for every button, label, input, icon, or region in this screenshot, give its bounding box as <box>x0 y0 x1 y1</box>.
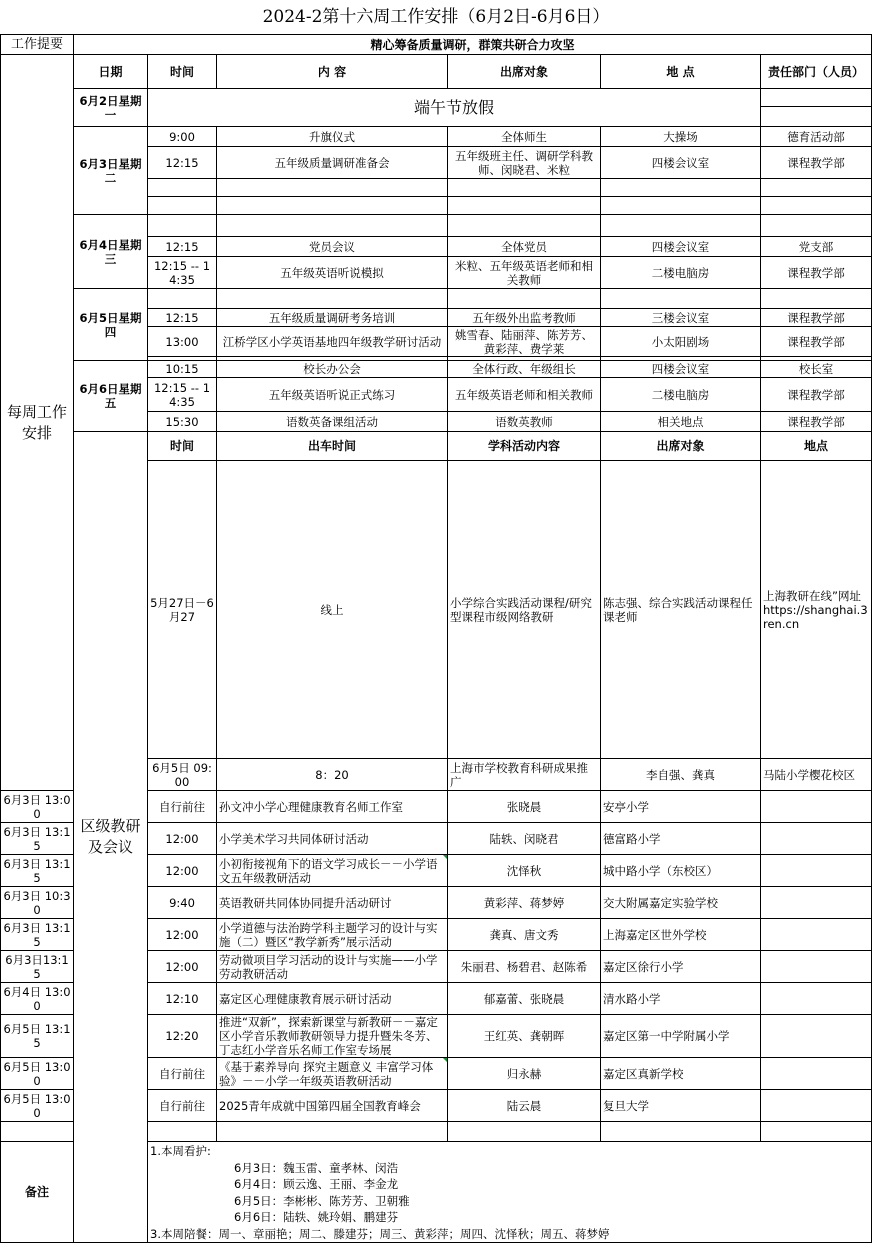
duty-line: 6月3日：魏玉雷、童孝林、闵浩 <box>234 1160 399 1175</box>
event-content: 校长办公会 <box>217 361 448 378</box>
activity-place: 德富路小学 <box>601 823 761 855</box>
notes-line3: 3.本周陪餐：周一、章丽艳；周二、滕建芬；周三、黄彩萍；周四、沈怿秋；周五、蒋梦婷 <box>150 1226 610 1241</box>
activity-attendees: 陆轶、闵晓君 <box>448 823 601 855</box>
day-date: 6月5日星期四 <box>74 289 148 361</box>
activity-time: 5月27日－6月27 <box>148 461 217 759</box>
district-side-label: 区级教研及会议 <box>74 432 148 1243</box>
event-dept: 课程教学部 <box>761 378 872 412</box>
district-header-attendees: 出席对象 <box>601 432 761 461</box>
activity-remark <box>761 791 872 823</box>
activity-content: 小学综合实践活动课程/研究型课程市级网络教研 <box>448 461 601 759</box>
activity-content: 《基于素养导向 探究主题意义 丰富学习体验》－－小学一年级英语教研活动 <box>217 1058 448 1090</box>
activity-place: 嘉定区第一中学附属小学 <box>601 1015 761 1058</box>
activity-content: 劳动微项目学习活动的设计与实施——小学劳动教研活动 <box>217 951 448 983</box>
duty-line: 6月5日：李彬彬、陈芳芳、卫朝雅 <box>234 1193 410 1208</box>
activity-content: 小学美术学习共同体研讨活动 <box>217 823 448 855</box>
page-title: 2024-2第十六周工作安排（6月2日-6月6日） <box>262 7 610 27</box>
holiday-text: 端午节放假 <box>148 89 761 127</box>
activity-departure: 8：20 <box>217 759 448 791</box>
activity-departure: 自行前往 <box>148 1090 217 1122</box>
activity-place: 复旦大学 <box>601 1090 761 1122</box>
activity-time: 6月5日 09:00 <box>148 759 217 791</box>
summary-label: 工作提要 <box>1 35 74 55</box>
event-content: 五年级英语听说模拟 <box>217 257 448 289</box>
activity-attendees: 朱丽君、杨碧君、赵陈希 <box>448 951 601 983</box>
activity-time: 6月4日 13:00 <box>1 983 74 1015</box>
activity-remark <box>761 983 872 1015</box>
event-attendees: 姚雪春、陆丽萍、陈芳芳、黄彩萍、费学莱 <box>448 327 601 357</box>
event-content: 语数英备课组活动 <box>217 412 448 432</box>
event-attendees: 五年级外出监考教师 <box>448 309 601 327</box>
activity-attendees: 张晓晨 <box>448 791 601 823</box>
day-date: 6月6日星期五 <box>74 361 148 432</box>
activity-departure: 12:00 <box>148 823 217 855</box>
event-time: 15:30 <box>148 412 217 432</box>
summary-text: 精心筹备质量调研，群策共研合力攻坚 <box>74 35 872 55</box>
day-date: 6月3日星期二 <box>74 127 148 215</box>
event-attendees: 五年级班主任、调研学科教师、闵晓君、米粒 <box>448 147 601 179</box>
event-place: 三楼会议室 <box>601 309 761 327</box>
activity-attendees: 陈志强、综合实践活动课程任课老师 <box>601 461 761 759</box>
activity-place: 马陆小学樱花校区 <box>761 759 872 791</box>
activity-time: 6月5日 13:15 <box>1 1015 74 1058</box>
activity-content: 嘉定区心理健康教育展示研讨活动 <box>217 983 448 1015</box>
event-place: 四楼会议室 <box>601 237 761 257</box>
event-time: 12:15 -- 14:35 <box>148 257 217 289</box>
activity-departure: 自行前往 <box>148 791 217 823</box>
activity-place: 交大附属嘉定实验学校 <box>601 887 761 919</box>
event-time: 13:00 <box>148 327 217 357</box>
event-attendees: 语数英教师 <box>448 412 601 432</box>
activity-time: 6月5日 13:00 <box>1 1058 74 1090</box>
event-time: 9:00 <box>148 127 217 147</box>
activity-attendees: 龚真、唐文秀 <box>448 919 601 951</box>
event-place: 四楼会议室 <box>601 147 761 179</box>
event-dept: 德育活动部 <box>761 127 872 147</box>
activity-departure: 12:00 <box>148 855 217 887</box>
event-place: 大操场 <box>601 127 761 147</box>
notes-label: 备注 <box>1 1142 74 1243</box>
event-dept: 课程教学部 <box>761 147 872 179</box>
event-place: 二楼电脑房 <box>601 378 761 412</box>
activity-remark <box>761 887 872 919</box>
schedule-table <box>0 34 872 1243</box>
activity-content: 推进“双新”，探索新课堂与新教研－－嘉定区小学音乐教师教研领导力提升暨朱冬芳、丁志红小学音乐名师工作室专场展 <box>217 1015 448 1058</box>
event-content: 五年级质量调研准备会 <box>217 147 448 179</box>
activity-remark <box>761 1058 872 1090</box>
activity-time: 6月3日 13:15 <box>1 823 74 855</box>
activity-content: 2025青年成就中国第四届全国教育峰会 <box>217 1090 448 1122</box>
notes-body <box>148 1142 872 1243</box>
weekly-header-attendees: 出席对象 <box>448 55 601 89</box>
duty-line: 6月6日：陆轶、姚玲娟、鹏建芬 <box>234 1210 399 1224</box>
weekly-header-content: 内 容 <box>217 55 448 89</box>
activity-time: 6月3日 13:15 <box>1 855 74 887</box>
district-header-place: 地点 <box>761 432 872 461</box>
activity-departure: 线上 <box>217 461 448 759</box>
activity-attendees: 沈怿秋 <box>448 855 601 887</box>
activity-content: 小学道德与法治跨学科主题学习的设计与实施（二）暨区“教学新秀”展示活动 <box>217 919 448 951</box>
activity-time: 6月3日 10:30 <box>1 887 74 919</box>
activity-remark <box>761 951 872 983</box>
activity-time: 6月3日13:15 <box>1 951 74 983</box>
event-time: 10:15 <box>148 361 217 378</box>
event-attendees: 五年级英语老师和相关教师 <box>448 378 601 412</box>
activity-departure: 自行前往 <box>148 1058 217 1090</box>
event-time: 12:15 -- 14:35 <box>148 378 217 412</box>
weekly-header-dept: 责任部门（人员） <box>761 55 872 89</box>
activity-time: 6月5日 13:00 <box>1 1090 74 1122</box>
activity-content: 上海市学校教育科研成果推广 <box>448 759 601 791</box>
event-time: 12:15 <box>148 309 217 327</box>
notes-line1: 1.本周看护: <box>150 1144 211 1158</box>
weekly-header-date: 日期 <box>74 55 148 89</box>
activity-departure: 12:10 <box>148 983 217 1015</box>
weekly-header-time: 时间 <box>148 55 217 89</box>
event-content: 升旗仪式 <box>217 127 448 147</box>
activity-time: 6月3日 13:15 <box>1 919 74 951</box>
event-place: 小太阳剧场 <box>601 327 761 357</box>
weekly-side-label: 每周工作安排 <box>1 55 74 791</box>
event-attendees: 米粒、五年级英语老师和相关教师 <box>448 257 601 289</box>
event-content: 江桥学区小学英语基地四年级教学研讨活动 <box>217 327 448 357</box>
activity-remark <box>761 855 872 887</box>
event-dept: 校长室 <box>761 361 872 378</box>
activity-remark <box>761 823 872 855</box>
district-header-time: 时间 <box>148 432 217 461</box>
activity-remark <box>761 1090 872 1122</box>
activity-attendees: 黄彩萍、蒋梦婷 <box>448 887 601 919</box>
event-dept: 课程教学部 <box>761 257 872 289</box>
activity-place: 嘉定区徐行小学 <box>601 951 761 983</box>
event-dept: 课程教学部 <box>761 327 872 357</box>
district-header-departure: 出车时间 <box>217 432 448 461</box>
activity-place: 上海嘉定区世外学校 <box>601 919 761 951</box>
event-content: 五年级质量调研考务培训 <box>217 309 448 327</box>
event-time: 12:15 <box>148 237 217 257</box>
activity-content: 英语教研共同体协同提升活动研讨 <box>217 887 448 919</box>
event-dept: 课程教学部 <box>761 309 872 327</box>
day-date: 6月4日星期三 <box>74 215 148 289</box>
activity-place: 嘉定区真新学校 <box>601 1058 761 1090</box>
weekly-header-place: 地 点 <box>601 55 761 89</box>
event-attendees: 全体党员 <box>448 237 601 257</box>
activity-attendees: 郁嘉蕾、张晓晨 <box>448 983 601 1015</box>
activity-content: 孙文冲小学心理健康教育名师工作室 <box>217 791 448 823</box>
activity-departure: 12:00 <box>148 951 217 983</box>
event-dept: 党支部 <box>761 237 872 257</box>
activity-attendees: 归永赫 <box>448 1058 601 1090</box>
event-place: 四楼会议室 <box>601 361 761 378</box>
duty-line: 6月4日：顾云逸、王丽、李金龙 <box>234 1177 399 1191</box>
event-place: 相关地点 <box>601 412 761 432</box>
activity-attendees: 王红英、龚朝晖 <box>448 1015 601 1058</box>
day-date: 6月2日星期一 <box>74 89 148 127</box>
activity-place: 上海教研在线”网址 https://shanghai.3ren.cn <box>761 461 872 759</box>
activity-place: 安亭小学 <box>601 791 761 823</box>
activity-departure: 12:00 <box>148 919 217 951</box>
event-dept: 课程教学部 <box>761 412 872 432</box>
activity-place: 清水路小学 <box>601 983 761 1015</box>
district-header-content: 学科活动内容 <box>448 432 601 461</box>
activity-departure: 12:20 <box>148 1015 217 1058</box>
activity-content: 小初衔接视角下的语文学习成长－－小学语文五年级教研活动 <box>217 855 448 887</box>
activity-place: 城中路小学（东校区） <box>601 855 761 887</box>
activity-remark <box>761 919 872 951</box>
event-place: 二楼电脑房 <box>601 257 761 289</box>
activity-attendees: 陆云晨 <box>448 1090 601 1122</box>
event-attendees: 全体师生 <box>448 127 601 147</box>
event-attendees: 全体行政、年级组长 <box>448 361 601 378</box>
activity-attendees: 李自强、龚真 <box>601 759 761 791</box>
event-time: 12:15 <box>148 147 217 179</box>
event-content: 党员会议 <box>217 237 448 257</box>
event-content: 五年级英语听说正式练习 <box>217 378 448 412</box>
activity-time: 6月3日 13:00 <box>1 791 74 823</box>
activity-remark <box>761 1015 872 1058</box>
activity-departure: 9:40 <box>148 887 217 919</box>
